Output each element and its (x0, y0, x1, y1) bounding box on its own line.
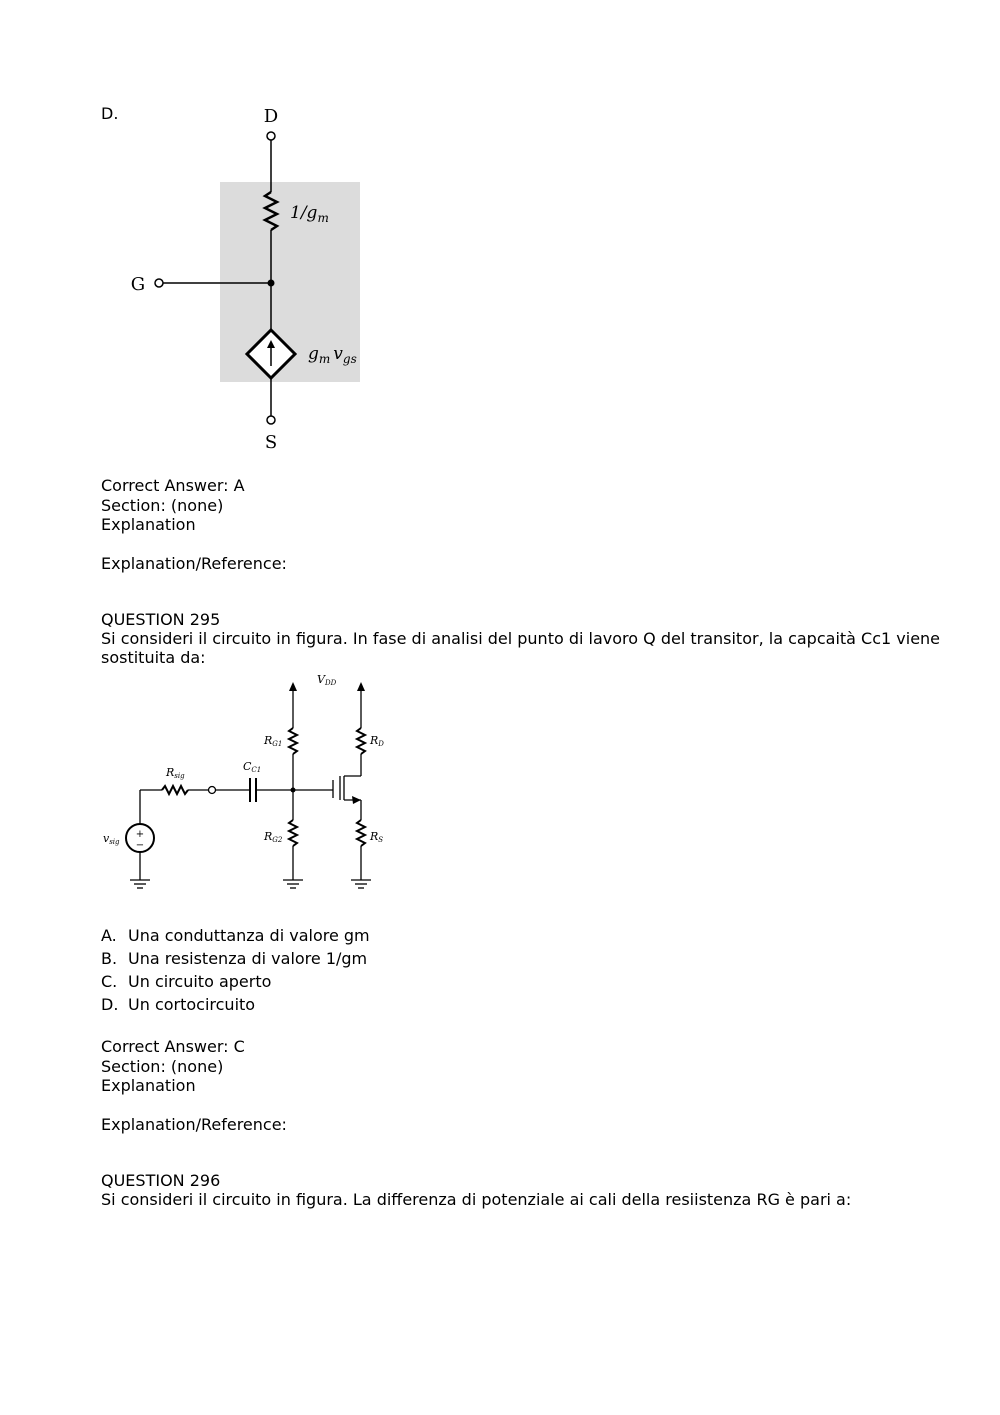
explanation-294: Explanation (101, 515, 196, 534)
option-letter: A. (101, 926, 117, 945)
vdd-arrow-icon (289, 682, 297, 691)
plus-sign: + (135, 829, 145, 840)
rs-label: RS (370, 830, 384, 844)
option-letter: C. (101, 972, 118, 991)
question-title-296: QUESTION 296 (101, 1171, 221, 1190)
option-text: Una conduttanza di valore gm (128, 926, 370, 945)
section-294: Section: (none) (101, 496, 224, 515)
option-b (101, 949, 367, 969)
mosfet-t-model-figure (120, 100, 380, 460)
option-text: Un circuito aperto (128, 972, 272, 991)
vdd-label: VDD (317, 673, 337, 687)
section-295: Section: (none) (101, 1057, 224, 1076)
option-text: Una resistenza di valore 1/gm (128, 949, 368, 968)
explanation-295: Explanation (101, 1076, 196, 1095)
label-g: G (130, 274, 146, 295)
label-d: D (263, 106, 279, 127)
cc1-label: CC1 (243, 760, 262, 774)
source-label: $g_m$ $v_{gs}$ (308, 344, 357, 366)
explanation-reference-294: Explanation/Reference: (101, 554, 287, 573)
explanation-reference-295: Explanation/Reference: (101, 1115, 287, 1134)
resistor-label: $1/g_m$ (290, 203, 329, 225)
common-source-amplifier-figure (100, 670, 400, 900)
label-s: S (264, 432, 278, 453)
vsig-label: vsig (103, 832, 120, 846)
correct-answer-294: Correct Answer: A (101, 476, 245, 495)
option-letter: D. (101, 995, 119, 1014)
option-text: Un cortocircuito (128, 995, 256, 1014)
rg1-label: RG1 (264, 734, 283, 748)
correct-answer-295: Correct Answer: C (101, 1037, 245, 1056)
source-arrow-icon (352, 796, 361, 804)
terminal-g (155, 279, 163, 287)
option-letter-d: D. (101, 104, 119, 123)
terminal-d (267, 132, 275, 140)
option-d (101, 995, 255, 1015)
question-text-296: Si consideri il circuito in figura. La differenza di potenziale ai cali della resiistenza RG è pari a: (101, 1190, 852, 1209)
option-a (101, 926, 370, 946)
rsig-label: Rsig (166, 766, 185, 780)
terminal-s (267, 416, 275, 424)
question-text-295: Si consideri il circuito in figura. In fase di analisi del punto di lavoro Q del transitor, la capcaità Cc1 viene sostituita da: (101, 629, 941, 667)
option-letter: B. (101, 949, 118, 968)
vdd-arrow-icon (357, 682, 365, 691)
rg2-label: RG2 (264, 830, 283, 844)
option-c (101, 972, 271, 992)
question-title-295: QUESTION 295 (101, 610, 221, 629)
rd-label: RD (370, 734, 384, 748)
minus-sign: − (135, 840, 145, 851)
